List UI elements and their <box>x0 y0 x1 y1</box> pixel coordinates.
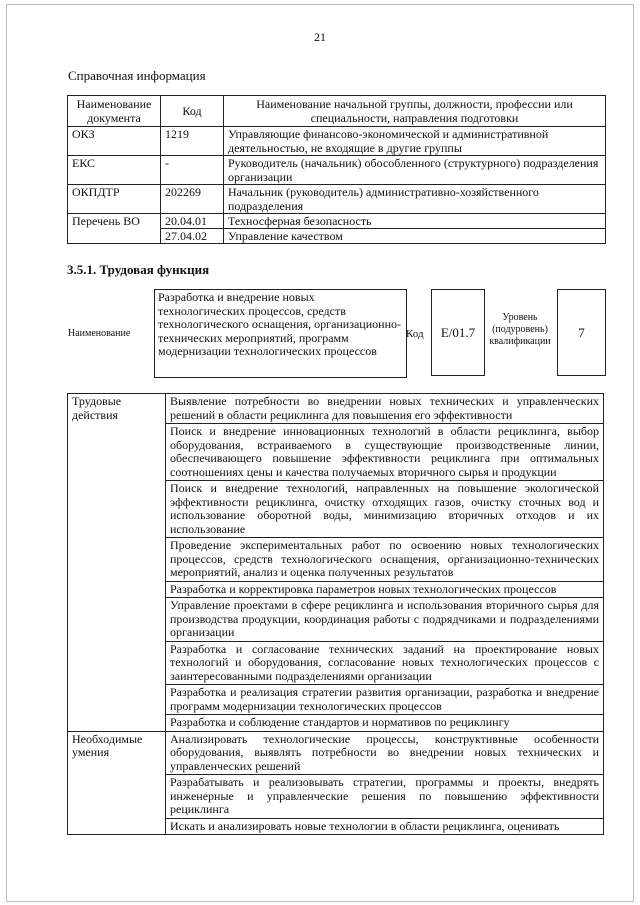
header-document: Наименование документа <box>68 96 161 127</box>
ref-name: Техносферная безопасность <box>224 214 606 229</box>
action-item: Разработка и реализация стратегии развития организации, разработка и внедрение программ модернизации технологических процессов <box>166 685 604 715</box>
action-item: Выявление потребности во внедрении новых технических и управленческих решений в области рециклинга для повышения его эффективности <box>166 394 604 424</box>
function-code-box: E/01.7 <box>431 289 485 376</box>
action-item: Управление проектами в сфере рециклинга и использования вторичного сырья для производства продукции, координация работы с подрядчиками и подразделениями организации <box>166 598 604 642</box>
reference-row <box>68 156 606 185</box>
function-details-table <box>67 393 604 835</box>
ref-code: 1219 <box>161 127 224 156</box>
action-row <box>68 394 604 424</box>
actions-label: Трудовые действия <box>68 394 166 732</box>
action-item: Поиск и внедрение технологий, направленных на повышение экологической эффективности рециклинга, очистку отходящих газов, очистку сточных вод и использование оборотной воды, минимизацию вторичных отходов и их использование <box>166 481 604 538</box>
reference-row <box>68 214 606 229</box>
page-number: 21 <box>314 30 326 44</box>
skill-item: Искать и анализировать новые технологии в области рециклинга, оценивать <box>166 818 604 835</box>
ref-doc: ОКПДТР <box>68 185 161 214</box>
ref-code: 20.04.01 <box>161 214 224 229</box>
reference-row <box>68 127 606 156</box>
ref-code: - <box>161 156 224 185</box>
ref-name: Управляющие финансово-экономической и административной деятельностью, не входящие в другие группы <box>224 127 606 156</box>
header-code: Код <box>161 96 224 127</box>
skill-item: Анализировать технологические процессы, конструктивные особенности оборудования, выявлять потребности во внедрении новых технических и управленческих решений <box>166 731 604 775</box>
reference-row <box>68 185 606 214</box>
reference-heading: Справочная информация <box>68 68 206 83</box>
action-item: Поиск и внедрение инновационных технологий в области рециклинга, выбор оборудования, встраиваемого в существующие производственные линии, обеспечивающего повышение эффективности рециклинга при оптимальных соотношениях цены и качества получаемых вторичного сырья и продукции <box>166 424 604 481</box>
reference-header-row <box>68 96 606 127</box>
name-label: Наименование <box>68 328 131 339</box>
reference-table <box>67 95 606 244</box>
qualification-level-box: 7 <box>557 289 606 376</box>
function-name-box: Разработка и внедрение новых технологических процессов, средств технологического оснащения, организационно-технических мероприятий, программ модернизации технологических процессов <box>154 289 407 378</box>
action-item: Разработка и корректировка параметров новых технологических процессов <box>166 581 604 598</box>
section-title: 3.5.1. Трудовая функция <box>67 262 210 277</box>
ref-code: 27.04.02 <box>161 229 224 244</box>
ref-doc: ЕКС <box>68 156 161 185</box>
action-item: Проведение экспериментальных работ по освоению новых технологических процессов, средств технологического оснащения, организационно-технических мероприятий, анализ и оценка полученных результатов <box>166 538 604 582</box>
ref-doc: ОКЗ <box>68 127 161 156</box>
ref-name: Управление качеством <box>224 229 606 244</box>
skill-row <box>68 731 604 775</box>
action-item: Разработка и соблюдение стандартов и нормативов по рециклингу <box>166 715 604 732</box>
ref-doc: Перечень ВО <box>68 214 161 244</box>
level-label: Уровень (подуровень) квалификации <box>489 312 551 347</box>
ref-name: Руководитель (начальник) обособленного (структурного) подразделения организации <box>224 156 606 185</box>
header-name: Наименование начальной группы, должности, профессии или специальности, направления подготовки <box>224 96 606 127</box>
code-label: Код <box>406 328 424 340</box>
skills-label: Необходимые умения <box>68 731 166 835</box>
ref-name: Начальник (руководитель) административно-хозяйственного подразделения <box>224 185 606 214</box>
skill-item: Разрабатывать и реализовывать стратегии, программы и проекты, внедрять инженерные и управленческие решения по повышению эффективности рециклинга <box>166 775 604 819</box>
ref-code: 202269 <box>161 185 224 214</box>
action-item: Разработка и согласование технических заданий на проектирование новых технологий и оборудования, согласование новых технологических процессов с заинтересованными подразделениями организации <box>166 641 604 685</box>
